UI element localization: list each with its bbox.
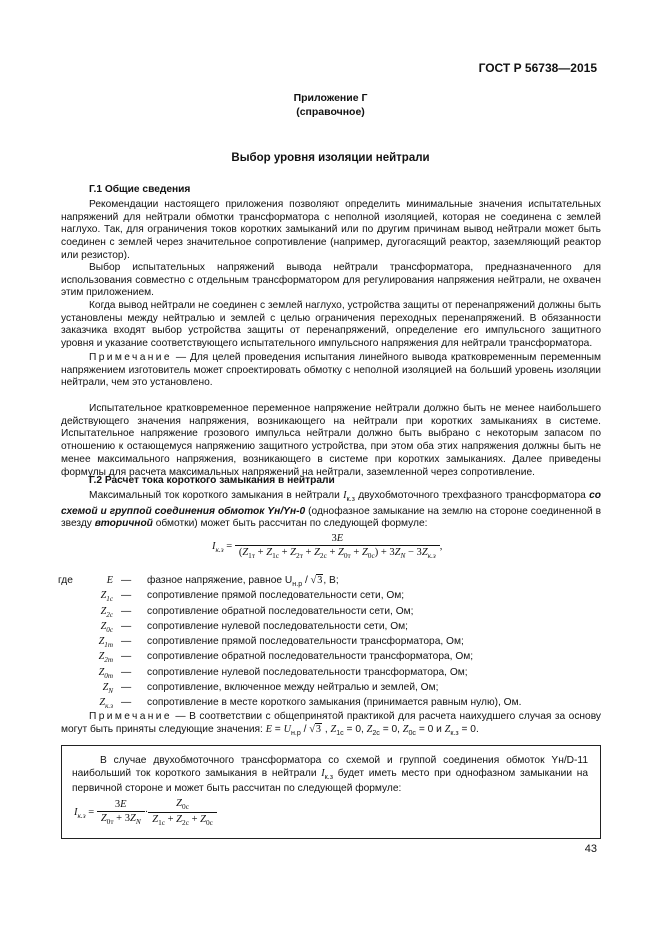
note-paragraph: Примечание — В соответствии с общепринятой практикой для расчета наихудшего случая за основу могут быть приняты следующие значения: $E = U_{н.р} / √3$ , $Z_{1с} = 0$, $Z_{2с} = 0$, $Z_{0с} = 0$ и $Z_{к.з} = 0$.: [61, 711, 601, 737]
paragraph: В случае двухобмоточного трансформатора со схемой и группой соединения обмоток Yн/D-11 наибольший ток короткого замыкания в нейтрали $I_{к.з}$ будет иметь место при однофазном замыкании на первичной стороне и может быть рассчитан по следующей формуле:: [72, 755, 588, 795]
note-paragraph: [61, 352, 601, 390]
page-number: 43: [584, 843, 597, 855]
paragraph: Максимальный ток короткого замыкания в нейтрали $I_{к.з}$ двухобмоточного трехфазного трансформатора со схемой и группой соединения обмоток Yн/Yн-0 (однофазное замыкание на землю на стороне соединенной в звезду вторичной обмотки) может быть рассчитан по следующей формуле:: [61, 490, 601, 530]
paragraph: Когда вывод нейтрали не соединен с землей наглухо, устройства защиты от перенапряжений должны быть установлены между нейтралью и землей с целью ограничения переходных перенапряжений. В обязанности заказчика входят выбор устройства защиты от перенапряжений, определение его импульсного защитного уровня и указание соответствующего испытательного импульсного напряжения для нейтрали трансформатора.: [61, 300, 601, 350]
section-heading: Г.1 Общие сведения: [89, 184, 191, 195]
formula-fraction: $\frac{3E}{(Z_{1т} + Z_{1с} + Z_{2т} + Z_{2с} + Z_{0т} + Z_{0с}) + 3Z_N - 3Z_{к.з}}$: [235, 533, 440, 560]
note-label: Примечание: [89, 352, 172, 363]
standard-number: ГОСТ Р 56738—2015: [478, 61, 597, 75]
formula-neutral-current: $I_{к.з}$ = $\frac{3E}{(Z_{1т} + Z_{1с} + Z_{2т} + Z_{2с} + Z_{0т} + Z_{0с}) + 3Z_N - 3Z_{к.з}}$ ,: [212, 533, 443, 561]
annex-kind: (справочное): [296, 106, 365, 118]
page-title: Выбор уровня изоляции нейтрали: [231, 152, 430, 164]
framed-block: [61, 745, 601, 839]
paragraph: Испытательное кратковременное переменное напряжение нейтрали должно быть не менее наибольшего действующего значения напряжения, возникающего на нейтрали при коротких замыканиях в системе. Испытательное напряжение грозового импульса нейтрали должно быть выбрано с некоторым запасом по отношению к остающемуся напряжению защитного устройства, при этом оба этих напряжения должны быть не менее максимального напряжения, возникающего в системе при коротких замыканиях. Далее приведены формулы для расчета максимальных напряжений на нейтрали, заземленной через сопротивление.: [61, 403, 601, 478]
paragraph: Рекомендации настоящего приложения позволяют определить минимальные значения испытательных напряжений для нейтрали обмотки трансформатора с неполной изоляцией, которая не соединена с землей наглухо. Так, для ограничения токов коротких замыканий или по другим причинам вывод нейтрали может быть соединен с землей через значительное сопротивление (например, дугогасящий реактор, заземляющий реактор или резистор).: [61, 199, 601, 261]
section-heading: Г.2 Расчет тока короткого замыкания в нейтрали: [89, 475, 335, 486]
formula-yn-d11: $I_{к.з}$ = $\frac{3E}{Z_{0т} + 3Z_N}$ · $\frac{Z_{0с}}{Z_{1с} + Z_{2с} + Z_{0с}}$: [74, 798, 217, 827]
current-symbol: I: [343, 490, 347, 501]
document-page: ГОСТ Р 56738—2015 Приложение Г (справочное) Выбор уровня изоляции нейтрали Г.1 Общие сведения Рекомендации настоящего приложения позволяют определить минимальные значения испытательных напряжений для нейтрали обмотки трансформатора с неполной изоляцией, которая не соединена с землей наглухо. Так, для ограничения токов коротких замыканий или по другим причинам вывод нейтрали может быть соединен с землей через значительное сопротивление (например, дугогасящий реактор, заземляющий реактор или резистор). Выбор испытательных напряжений вывода нейтрали трансформатора, предназначенного для использования совместно с отдельным трансформатором для регулирования напряжения нейтрали, не охвачен этим приложением. Когда вывод нейтрали не соединен с землей наглухо, устройства защиты от перенапряжений должны быть установлены между нейтралью и землей с целью ограничения переходных перенапряжений. В обязанности заказчика входят выбор устройства защиты от перенапряжений, определение его импульсного защитного уровня и указание соответствующего испытательного импульсного напряжения для нейтрали трансформатора. Примечание — Для целей проведения испытания линейного вывода кратковременным переменным напряжением изготовитель может спроектировать обмотку с неполной изоляцией на больший уровень изоляции нейтрали, чем это установлено. Испытательное кратковременное переменное напряжение нейтрали должно быть не менее наибольшего действующего значения напряжения, возникающего на нейтрали при коротких замыканиях в системе. Испытательное напряжение грозового импульса нейтрали должно быть выбрано с некоторым запасом по отношению к остающемуся напряжению защитного устройства, при этом оба этих напряжения должны быть не менее максимального напряжения, возникающего в системе при коротких замыканиях. Далее приведены формулы для расчета максимальных напряжений на нейтрали, заземленной через сопротивление. Г.2 Расчет тока короткого замыкания в нейтрали Максимальный ток короткого замыкания в нейтрали $I_{к.з}$ двухобмоточного трехфазного трансформатора со схемой и группой соединения обмоток Yн/Yн-0 (однофазное замыкание на землю на стороне соединенной в звезду вторичной обмотки) может быть рассчитан по следующей формуле: $I_{к.з}$ = $\frac{3E}{(Z_{1т} + Z_{1с} + Z_{2т} + Z_{2с} + Z_{0т} + Z_{0с}) + 3Z_N - 3Z_{к.з}}$ , где E — фазное напряжение, равное $U_{н.р} / √3$, В; $Z_{1c}$ — сопротивление прямой последовательности сети, Ом; $Z_{2c}$ — сопротивление обратной последовательности сети, Ом; $Z_{0c}$ — сопротивление нулевой последовательности сети, Ом; $Z_{1т}$ — сопротивление прямой последовательности трансформатора, Ом; $Z_{2т}$ — сопротивление обратной последовательности трансформатора, Ом; $Z_{0т}$ — сопротивление нулевой последовательности трансформатора, Ом; $Z_N$ — сопротивление, включенное между нейтралью и землей, Ом; $Z_{к.з}$ — сопротивление в месте короткого замыкания (принимается равным нулю), Ом. Примечание — В соответствии с общепринятой практикой для расчета наихудшего случая за основу могут быть приняты следующие значения: $E = U_{н.р} / √3$ , $Z_{1с} = 0$, $Z_{2с} = 0$, $Z_{0с} = 0$ и $Z_{к.з} = 0$. В случае двухобмоточного трансформатора со схемой и группой соединения обмоток Yн/D-11 наибольший ток короткого замыкания в нейтрали $I_{к.з}$ будет иметь место при однофазном замыкании на первичной стороне и может быть рассчитан по следующей формуле: $I_{к.з}$ = $\frac{3E}{Z_{0т} + 3Z_N}$ · $\frac{Z_{0с}}{Z_{1с} + Z_{2с} + Z_{0с}}$ 43: [0, 0, 661, 935]
paragraph: Выбор испытательных напряжений вывода нейтрали трансформатора, предназначенного для использования совместно с отдельным трансформатором для регулирования напряжения нейтрали, не охвачен этим приложением.: [61, 262, 601, 299]
annex-title: Приложение Г: [293, 92, 368, 104]
note-text: — Для целей проведения испытания линейного вывода кратковременным переменным напряжением изготовитель может спроектировать обмотку с неполной изоляцией на больший уровень изоляции нейтрали, чем это установлено.: [61, 352, 601, 389]
